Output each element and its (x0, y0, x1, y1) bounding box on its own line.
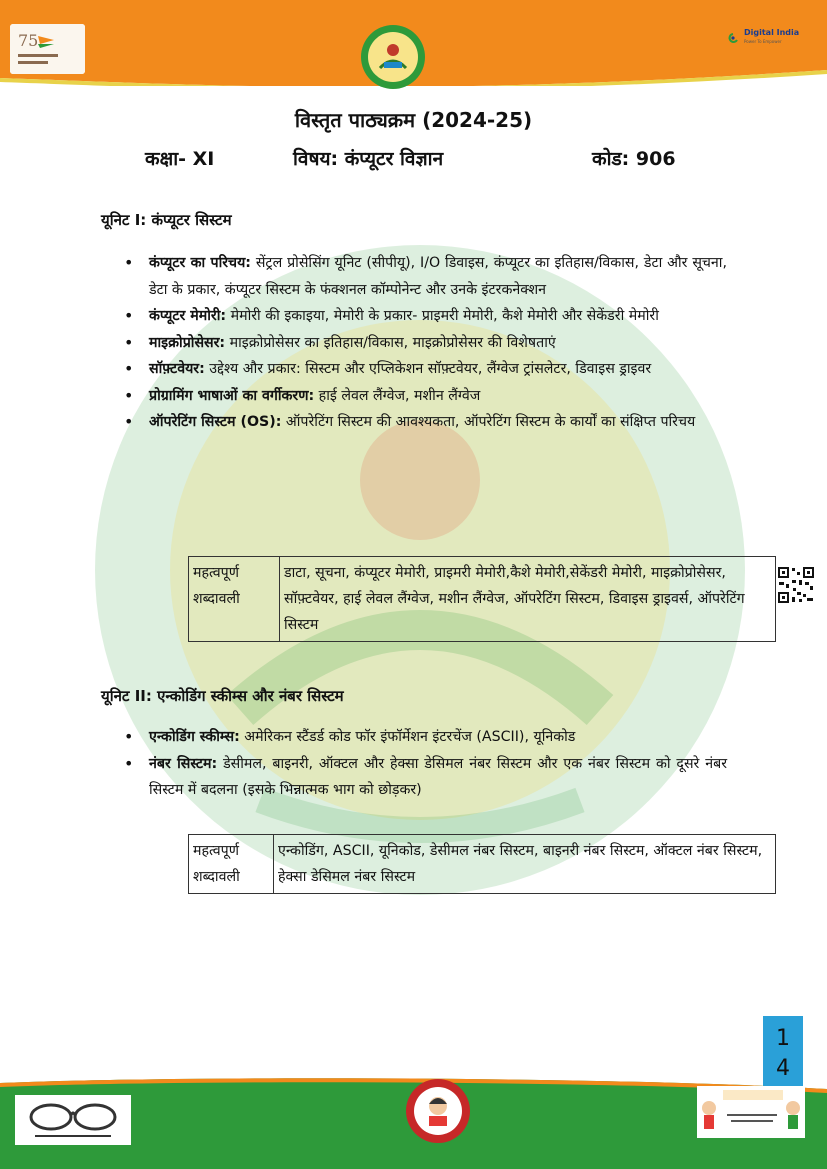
digital-india-tagline: Power To Empower (744, 39, 782, 44)
topic-text: माइक्रोप्रोसेसर का इतिहास/विकास, माइक्रोप्रोसेसर की विशेषताएं (225, 334, 556, 351)
glossary-label: महत्वपूर्ण शब्दावली (189, 557, 280, 642)
topic-name: कंप्यूटर मेमोरी: (149, 308, 227, 324)
subject-label: विषय: कंप्यूटर विज्ञान (293, 148, 444, 170)
page-number-digit: 1 (776, 1026, 790, 1051)
topic-text: सेंट्रल प्रोसेसिंग यूनिट (सीपीयू), I/O डिवाइस, कंप्यूटर का इतिहास/विकास, डेटा और सूचना, डेटा के प्रकार, कंप्यूटर सिस्टम के फंक्शनल कॉम्पोनेन्ट और उनके इंटरकनेक्शन (149, 255, 727, 298)
digital-india-text: Digital India (744, 28, 800, 37)
list-item (120, 724, 727, 751)
swachh-bharat-logo (15, 1095, 131, 1145)
unit-2-topic-list (120, 724, 727, 804)
glossary-terms: एन्कोडिंग, ASCII, यूनिकोड, डेसीमल नंबर सिस्टम, बाइनरी नंबर सिस्टम, ऑक्टल नंबर सिस्टम, हेक्सा डेसिमल नंबर सिस्टम (274, 835, 776, 894)
topic-text: डेसीमल, बाइनरी, ऑक्टल और हेक्सा डेसिमल नंबर सिस्टम और एक नंबर सिस्टम को दूसरे नंबर सिस्टम में बदलना (इसके भिन्नात्मक भाग को छोड़कर) (149, 755, 727, 798)
list-item (120, 330, 727, 357)
topic-text: अमेरिकन स्टैंडर्ड कोड फॉर इंफॉर्मेशन इंटरचेंज (ASCII), यूनिकोड (239, 729, 576, 745)
digital-india-logo (724, 24, 804, 52)
glossary-terms: डाटा, सूचना, कंप्यूटर मेमोरी, प्राइमरी मेमोरी,कैशे मेमोरी,सेकेंडरी मेमोरी, माइक्रोप्रोसेसर, सॉफ़्टवेयर, हाई लेवल लैंग्वेज, मशीन लैंग्वेज, ऑपरेटिंग सिस्टम, डिवाइस ड्राइवर्स, ऑपरेटिंग सिस्टम (280, 557, 776, 642)
board-emblem (360, 24, 426, 90)
unit-2-heading: यूनिट II: एन्कोडिंग स्कीम्स और नंबर सिस्टम (101, 687, 344, 705)
list-item (120, 250, 727, 303)
class-label: कक्षा- XI (145, 148, 215, 170)
topic-name: कंप्यूटर का परिचय: (149, 255, 251, 271)
unit-1-glossary-table (188, 556, 776, 642)
unit-1-topic-list (120, 250, 727, 436)
glossary-label: महत्वपूर्ण शब्दावली (189, 835, 274, 894)
unit-1-heading: यूनिट I: कंप्यूटर सिस्टम (101, 211, 232, 229)
table-row (189, 835, 776, 894)
unit-2-glossary-table (188, 834, 776, 894)
page-title: विस्तृत पाठ्यक्रम (2024-25) (294, 108, 533, 132)
topic-text: हाई लेवल लैंग्वेज, मशीन लैंग्वेज (314, 387, 481, 404)
topic-name: प्रोग्रामिंग भाषाओं का वर्गीकरण: (149, 387, 315, 404)
topic-name: सॉफ़्टवेयर: (149, 361, 205, 377)
topic-name: माइक्रोप्रोसेसर: (149, 334, 226, 351)
list-item (120, 303, 727, 330)
topic-name: एन्कोडिंग स्कीम्स: (149, 729, 240, 745)
list-item (120, 751, 727, 804)
svg-text:75: 75 (18, 31, 39, 50)
page-number-digit: 4 (776, 1056, 790, 1081)
beti-bachao-beti-padhao-logo (405, 1078, 471, 1144)
list-item (120, 383, 727, 410)
topic-text: उद्देश्य और प्रकार: सिस्टम और एप्लिकेशन सॉफ़्टवेयर, लैंग्वेज ट्रांसलेटर, डिवाइस ड्राइवर (204, 361, 652, 377)
azadi-ka-amrit-mahotsav-logo (10, 24, 85, 74)
topic-text: ऑपरेटिंग सिस्टम की आवश्यकता, ऑपरेटिंग सिस्टम के कार्यों का संक्षिप्त परिचय (281, 414, 696, 430)
list-item (120, 356, 727, 383)
table-row (189, 557, 776, 642)
code-label: कोड: 906 (592, 148, 676, 170)
topic-text: मेमोरी की इकाइया, मेमोरी के प्रकार- प्राइमरी मेमोरी, कैशे मेमोरी और सेकेंडरी मेमोरी (226, 308, 659, 324)
qr-code-icon[interactable] (777, 566, 815, 604)
topic-name: नंबर सिस्टम: (149, 755, 218, 772)
right-to-education-logo (697, 1086, 805, 1138)
list-item (120, 409, 727, 436)
topic-name: ऑपरेटिंग सिस्टम (OS): (149, 414, 282, 430)
